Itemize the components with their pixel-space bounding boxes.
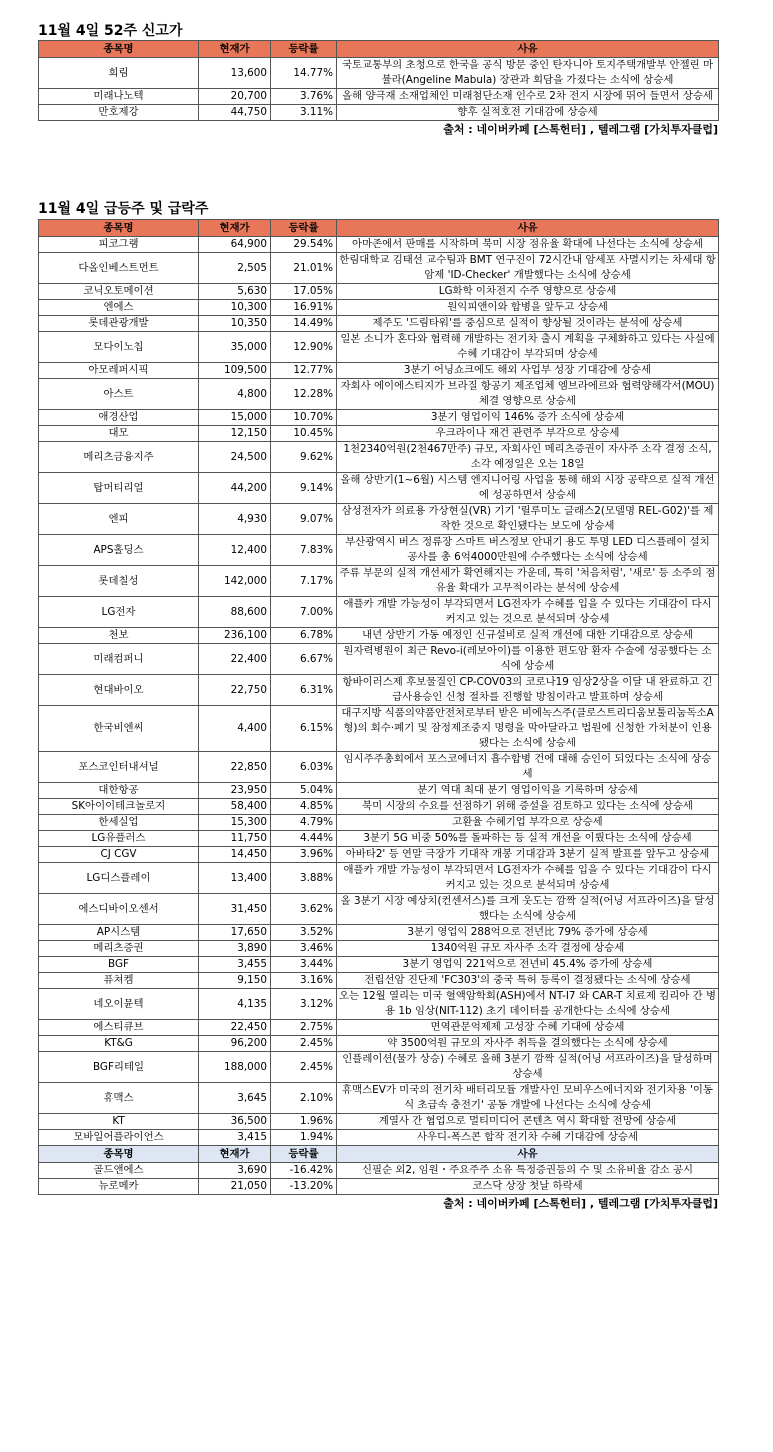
reason-cell: 사우디-폭스콘 합작 전기차 수혜 기대감에 상승세 xyxy=(337,1130,719,1146)
rate-cell: 3.11% xyxy=(271,105,337,121)
reason-cell: 아마존에서 판매를 시작하며 북미 시장 점유율 확대에 나선다는 소식에 상승세 xyxy=(337,237,719,253)
stock-name-cell: 대모 xyxy=(39,426,199,442)
price-cell: 4,400 xyxy=(199,706,271,752)
table-row xyxy=(39,815,719,831)
stock-name-cell: 미래컴퍼니 xyxy=(39,644,199,675)
reason-cell: 고환율 수혜기업 부각으로 상승세 xyxy=(337,815,719,831)
rate-cell: -13.20% xyxy=(271,1179,337,1195)
table-row xyxy=(39,58,719,89)
rate-cell: 12.28% xyxy=(271,379,337,410)
stock-name-cell: 엔피 xyxy=(39,504,199,535)
table-row xyxy=(39,253,719,284)
reason-cell: 3분기 어닝쇼크에도 해외 사업부 성장 기대감에 상승세 xyxy=(337,363,719,379)
table-row xyxy=(39,379,719,410)
price-cell: 22,750 xyxy=(199,675,271,706)
reason-cell: 임시주주총회에서 포스코에너지 흡수합병 건에 대해 승인이 되었다는 소식에 상승세 xyxy=(337,752,719,783)
reason-cell: 3분기 5G 비중 50%를 돌파하는 등 실적 개선을 이뤘다는 소식에 상승세 xyxy=(337,831,719,847)
rate-cell: 5.04% xyxy=(271,783,337,799)
table-row xyxy=(39,535,719,566)
reason-cell: 올해 양극재 소재업체인 미래첨단소재 인수로 2차 전지 시장에 뛰어 들면서 상승세 xyxy=(337,89,719,105)
table-header-row xyxy=(39,41,719,58)
rate-cell: 12.77% xyxy=(271,363,337,379)
rate-cell: 10.70% xyxy=(271,410,337,426)
price-cell: 14,450 xyxy=(199,847,271,863)
stock-name-cell: LG디스플레이 xyxy=(39,863,199,894)
rate-cell: 9.62% xyxy=(271,442,337,473)
reason-cell: 원익피앤이와 합병을 앞두고 상승세 xyxy=(337,300,719,316)
price-cell: 3,455 xyxy=(199,957,271,973)
reason-cell: 올해 상반기(1~6월) 시스템 엔지니어링 사업을 통해 해외 시장 공략으로 실적 개선에 성공하면서 상승세 xyxy=(337,473,719,504)
price-cell: 22,450 xyxy=(199,1020,271,1036)
price-cell: 3,690 xyxy=(199,1163,271,1179)
header-rate: 등락률 xyxy=(271,1146,337,1163)
reason-cell: 약 3500억원 규모의 자사주 취득을 결의했다는 소식에 상승세 xyxy=(337,1036,719,1052)
stock-name-cell: 희림 xyxy=(39,58,199,89)
rate-cell: 7.17% xyxy=(271,566,337,597)
stock-name-cell: 한세실업 xyxy=(39,815,199,831)
rate-cell: 3.12% xyxy=(271,989,337,1020)
reason-cell: 부산광역시 버스 정류장 스마트 버스정보 안내기 용도 투명 LED 디스플레이 설치 공사를 총 6억4000만원에 수주했다는 소식에 상승세 xyxy=(337,535,719,566)
section-title-52week-high: 11월 4일 52주 신고가 xyxy=(38,23,183,39)
table-body-losers xyxy=(39,1163,719,1195)
price-cell: 58,400 xyxy=(199,799,271,815)
stock-name-cell: 미래나노텍 xyxy=(39,89,199,105)
stock-name-cell: 메리츠증권 xyxy=(39,941,199,957)
price-cell: 5,630 xyxy=(199,284,271,300)
rate-cell: 6.15% xyxy=(271,706,337,752)
stock-name-cell: 다올인베스트먼트 xyxy=(39,253,199,284)
table-row xyxy=(39,426,719,442)
table-row xyxy=(39,863,719,894)
reason-cell: 3분기 영업이익 146% 증가 소식에 상승세 xyxy=(337,410,719,426)
table-row xyxy=(39,504,719,535)
price-cell: 35,000 xyxy=(199,332,271,363)
rate-cell: 3.46% xyxy=(271,941,337,957)
reason-cell: 올 3분기 시장 예상치(컨센서스)를 크게 웃도는 깜짝 실적(어닝 서프라이즈)을 달성했다는 소식에 상승세 xyxy=(337,894,719,925)
price-cell: 96,200 xyxy=(199,1036,271,1052)
rate-cell: 3.62% xyxy=(271,894,337,925)
table-52week-high xyxy=(38,40,719,121)
reason-cell: 일본 소니가 혼다와 협력해 개발하는 전기차 출시 계획을 구체화하고 있다는 사실에 수혜 기대감이 부각되며 상승세 xyxy=(337,332,719,363)
table-row xyxy=(39,1052,719,1083)
reason-cell: 계열사 간 협업으로 멀티미디어 콘텐츠 역시 확대할 전망에 상승세 xyxy=(337,1114,719,1130)
stock-name-cell: CJ CGV xyxy=(39,847,199,863)
price-cell: 11,750 xyxy=(199,831,271,847)
reason-cell: 향후 실적호전 기대감에 상승세 xyxy=(337,105,719,121)
reason-cell: 국토교통부의 초청으로 한국을 공식 방문 중인 탄자니아 토지주택개발부 안젤린 마뷸라(Angeline Mabula) 장관과 회담을 가졌다는 소식에 상승세 xyxy=(337,58,719,89)
stock-name-cell: 아모레퍼시픽 xyxy=(39,363,199,379)
table-row xyxy=(39,1163,719,1179)
reason-cell: 1천2340억원(2천467만주) 규모, 자회사인 메리츠증권이 자사주 소각 결정 소식, 소각 예정일은 오는 18일 xyxy=(337,442,719,473)
rate-cell: 6.67% xyxy=(271,644,337,675)
reason-cell: 항바이러스제 후보물질인 CP-COV03의 코로나19 임상2상을 이달 내 완료하고 긴급사용승인 신청 절차를 진행할 방침이라고 발표하며 상승세 xyxy=(337,675,719,706)
table-body xyxy=(39,58,719,121)
stock-name-cell: SK아이이테크놀로지 xyxy=(39,799,199,815)
price-cell: 109,500 xyxy=(199,363,271,379)
stock-name-cell: 롯데관광개발 xyxy=(39,316,199,332)
rate-cell: 2.10% xyxy=(271,1083,337,1114)
stock-name-cell: 골드앤에스 xyxy=(39,1163,199,1179)
rate-cell: 17.05% xyxy=(271,284,337,300)
price-cell: 188,000 xyxy=(199,1052,271,1083)
header-rate: 등락률 xyxy=(271,41,337,58)
price-cell: 12,150 xyxy=(199,426,271,442)
reason-cell: 우크라이나 재건 관련주 부각으로 상승세 xyxy=(337,426,719,442)
price-cell: 44,750 xyxy=(199,105,271,121)
reason-cell: 애플카 개발 가능성이 부각되면서 LG전자가 수혜를 입을 수 있다는 기대감이 다시 커지고 있는 것으로 분석되며 상승세 xyxy=(337,597,719,628)
table-row xyxy=(39,1036,719,1052)
table-row xyxy=(39,973,719,989)
table-row xyxy=(39,1130,719,1146)
reason-cell: 1340억원 규모 자사주 소각 결정에 상승세 xyxy=(337,941,719,957)
price-cell: 20,700 xyxy=(199,89,271,105)
reason-cell: 북미 시장의 수요를 선점하기 위해 증설을 검토하고 있다는 소식에 상승세 xyxy=(337,799,719,815)
reason-cell: 휴맥스EV가 미국의 전기차 배터리모듈 개발사인 모비우스에너지와 전기차용 '이동식 초급속 충전기' 공동 개발에 나선다는 소식에 상승세 xyxy=(337,1083,719,1114)
table-row xyxy=(39,105,719,121)
price-cell: 142,000 xyxy=(199,566,271,597)
stock-name-cell: 한국비엔씨 xyxy=(39,706,199,752)
rate-cell: 2.75% xyxy=(271,1020,337,1036)
header-price: 현재가 xyxy=(199,220,271,237)
stock-name-cell: 천보 xyxy=(39,628,199,644)
rate-cell: 3.76% xyxy=(271,89,337,105)
table-subheader-losers xyxy=(39,1146,719,1163)
table-row xyxy=(39,363,719,379)
table-row xyxy=(39,675,719,706)
stock-name-cell: APS홀딩스 xyxy=(39,535,199,566)
stock-name-cell: 모바일어플라이언스 xyxy=(39,1130,199,1146)
stock-name-cell: 네오이뮨텍 xyxy=(39,989,199,1020)
reason-cell: 원자력병원이 최근 Revo-i(레보아이)를 이용한 편도암 환자 수술에 성공했다는 소식에 상승세 xyxy=(337,644,719,675)
price-cell: 23,950 xyxy=(199,783,271,799)
price-cell: 44,200 xyxy=(199,473,271,504)
reason-cell: 코스닥 상장 첫날 하락세 xyxy=(337,1179,719,1195)
reason-cell: 전립선암 진단제 'FC303'의 중국 특허 등록이 결정됐다는 소식에 상승세 xyxy=(337,973,719,989)
rate-cell: 2.45% xyxy=(271,1036,337,1052)
stock-name-cell: LG전자 xyxy=(39,597,199,628)
stock-name-cell: KT&G xyxy=(39,1036,199,1052)
reason-cell: 삼성전자가 의료용 가상현실(VR) 기기 '릴루미노 글래스2(모델명 REL-G02)'를 제작한 것으로 확인됐다는 보도에 상승세 xyxy=(337,504,719,535)
rate-cell: 6.31% xyxy=(271,675,337,706)
price-cell: 13,600 xyxy=(199,58,271,89)
header-reason: 사유 xyxy=(337,220,719,237)
price-cell: 10,300 xyxy=(199,300,271,316)
rate-cell: 4.44% xyxy=(271,831,337,847)
table-row xyxy=(39,316,719,332)
stock-name-cell: 퓨쳐켐 xyxy=(39,973,199,989)
rate-cell: 7.83% xyxy=(271,535,337,566)
reason-cell: 신필순 외2, 임원・주요주주 소유 특정증권등의 수 및 소유비율 감소 공시 xyxy=(337,1163,719,1179)
reason-cell: 오는 12월 열리는 미국 혈액암학회(ASH)에서 NT-I7 와 CAR-T 치료제 킴리아 간 병용 1b 임상(NIT-112) 초기 데이터를 공개한다는 소식에 상승세 xyxy=(337,989,719,1020)
rate-cell: 9.14% xyxy=(271,473,337,504)
reason-cell: 3분기 영업익 288억으로 전년比 79% 증가에 상승세 xyxy=(337,925,719,941)
rate-cell: 3.52% xyxy=(271,925,337,941)
table-row xyxy=(39,831,719,847)
rate-cell: 21.01% xyxy=(271,253,337,284)
stock-name-cell: 에스디바이오센서 xyxy=(39,894,199,925)
stock-name-cell: 대한항공 xyxy=(39,783,199,799)
stock-name-cell: 아스트 xyxy=(39,379,199,410)
rate-cell: 7.00% xyxy=(271,597,337,628)
price-cell: 3,645 xyxy=(199,1083,271,1114)
rate-cell: 3.16% xyxy=(271,973,337,989)
reason-cell: 자회사 에이에스티지가 브라질 항공기 제조업체 엠브라에르와 협력양해각서(MOU)체결 영향으로 상승세 xyxy=(337,379,719,410)
header-price: 현재가 xyxy=(199,1146,271,1163)
table-row xyxy=(39,300,719,316)
reason-cell: 3분기 영업익 221억으로 전년비 45.4% 증가에 상승세 xyxy=(337,957,719,973)
rate-cell: 6.03% xyxy=(271,752,337,783)
table-row xyxy=(39,706,719,752)
header-name: 종목명 xyxy=(39,1146,199,1163)
table-row xyxy=(39,894,719,925)
stock-name-cell: BGF xyxy=(39,957,199,973)
table-row xyxy=(39,1020,719,1036)
reason-cell: 한림대학교 김태선 교수팀과 BMT 연구진이 72시간내 암세포 사멸시키는 차세대 항암제 'ID-Checker' 개발했다는 소식에 상승세 xyxy=(337,253,719,284)
stock-name-cell: 현대바이오 xyxy=(39,675,199,706)
rate-cell: 14.77% xyxy=(271,58,337,89)
price-cell: 10,350 xyxy=(199,316,271,332)
stock-name-cell: AP시스템 xyxy=(39,925,199,941)
price-cell: 4,800 xyxy=(199,379,271,410)
stock-name-cell: 코닉오토메이션 xyxy=(39,284,199,300)
reason-cell: LG화학 이차전지 수주 영향으로 상승세 xyxy=(337,284,719,300)
stock-name-cell: 엔에스 xyxy=(39,300,199,316)
stock-name-cell: 에스티큐브 xyxy=(39,1020,199,1036)
stock-name-cell: BGF리테일 xyxy=(39,1052,199,1083)
header-rate: 등락률 xyxy=(271,220,337,237)
table-row xyxy=(39,847,719,863)
rate-cell: 6.78% xyxy=(271,628,337,644)
stock-name-cell: 모다이노칩 xyxy=(39,332,199,363)
header-name: 종목명 xyxy=(39,41,199,58)
table-header-row xyxy=(39,220,719,237)
reason-cell: 주류 부문의 실적 개선세가 확연해지는 가운데, 특히 '처음처럼', '새로' 등 소주의 점유율 확대가 고무적이라는 분석에 상승세 xyxy=(337,566,719,597)
table-row xyxy=(39,332,719,363)
table-row xyxy=(39,1114,719,1130)
rate-cell: 3.44% xyxy=(271,957,337,973)
table-row xyxy=(39,941,719,957)
stock-name-cell: 메리츠금융지주 xyxy=(39,442,199,473)
table-row xyxy=(39,473,719,504)
reason-cell: 대구지방 식품의약품안전처로부터 받은 비에녹스주(클로스트리디움보툴리눔독소A형)의 회수·폐기 및 잠정제조중지 명령을 막아달라고 법원에 신청한 가처분이 인용됐다는 소식에 상승세 xyxy=(337,706,719,752)
header-name: 종목명 xyxy=(39,220,199,237)
rate-cell: 16.91% xyxy=(271,300,337,316)
table-row xyxy=(39,597,719,628)
table-row xyxy=(39,1179,719,1195)
table-row xyxy=(39,925,719,941)
table-row xyxy=(39,989,719,1020)
header-price: 현재가 xyxy=(199,41,271,58)
price-cell: 17,650 xyxy=(199,925,271,941)
reason-cell: 애플카 개발 가능성이 부각되면서 LG전자가 수혜를 입을 수 있다는 기대감이 다시 커지고 있는 것으로 분석되며 상승세 xyxy=(337,863,719,894)
header-reason: 사유 xyxy=(337,1146,719,1163)
table-header-row xyxy=(39,1146,719,1163)
table-row xyxy=(39,410,719,426)
rate-cell: -16.42% xyxy=(271,1163,337,1179)
price-cell: 15,300 xyxy=(199,815,271,831)
price-cell: 21,050 xyxy=(199,1179,271,1195)
price-cell: 31,450 xyxy=(199,894,271,925)
stock-name-cell: 만호제강 xyxy=(39,105,199,121)
table-row xyxy=(39,442,719,473)
rate-cell: 3.96% xyxy=(271,847,337,863)
price-cell: 3,415 xyxy=(199,1130,271,1146)
section-title-movers: 11월 4일 급등주 및 급락주 xyxy=(38,201,209,217)
price-cell: 13,400 xyxy=(199,863,271,894)
table-row xyxy=(39,957,719,973)
table-row xyxy=(39,752,719,783)
rate-cell: 4.79% xyxy=(271,815,337,831)
stock-name-cell: 탑머티리얼 xyxy=(39,473,199,504)
table-row xyxy=(39,89,719,105)
table-row xyxy=(39,566,719,597)
reason-cell: 인플레이션(물가 상승) 수혜로 올해 3분기 깜짝 실적(어닝 서프라이즈)을 달성하며 상승세 xyxy=(337,1052,719,1083)
price-cell: 9,150 xyxy=(199,973,271,989)
table-row xyxy=(39,783,719,799)
table-row xyxy=(39,799,719,815)
source-credit: 출처 : 네이버카페 [스톡헌터] , 텔레그램 [가치투자클럽] xyxy=(443,1197,718,1210)
table-row xyxy=(39,1083,719,1114)
rate-cell: 12.90% xyxy=(271,332,337,363)
price-cell: 4,135 xyxy=(199,989,271,1020)
reason-cell: 내년 상반기 가동 예정인 신규설비로 실적 개선에 대한 기대감으로 상승세 xyxy=(337,628,719,644)
table-row xyxy=(39,284,719,300)
price-cell: 24,500 xyxy=(199,442,271,473)
price-cell: 36,500 xyxy=(199,1114,271,1130)
rate-cell: 1.96% xyxy=(271,1114,337,1130)
rate-cell: 3.88% xyxy=(271,863,337,894)
price-cell: 22,400 xyxy=(199,644,271,675)
table-row xyxy=(39,628,719,644)
table-row xyxy=(39,644,719,675)
price-cell: 15,000 xyxy=(199,410,271,426)
price-cell: 3,890 xyxy=(199,941,271,957)
stock-name-cell: 롯데칠성 xyxy=(39,566,199,597)
stock-name-cell: 포스코인터내셔널 xyxy=(39,752,199,783)
stock-name-cell: 애경산업 xyxy=(39,410,199,426)
stock-name-cell: 휴맥스 xyxy=(39,1083,199,1114)
reason-cell: 아바타2' 등 연말 극장가 기대작 개봉 기대감과 3분기 실적 발표를 앞두고 상승세 xyxy=(337,847,719,863)
stock-name-cell: 뉴로메카 xyxy=(39,1179,199,1195)
price-cell: 64,900 xyxy=(199,237,271,253)
price-cell: 236,100 xyxy=(199,628,271,644)
rate-cell: 9.07% xyxy=(271,504,337,535)
rate-cell: 14.49% xyxy=(271,316,337,332)
stock-name-cell: LG유플러스 xyxy=(39,831,199,847)
rate-cell: 10.45% xyxy=(271,426,337,442)
reason-cell: 제주도 '드림타워'를 중심으로 실적이 향상될 것이라는 분석에 상승세 xyxy=(337,316,719,332)
price-cell: 2,505 xyxy=(199,253,271,284)
rate-cell: 2.45% xyxy=(271,1052,337,1083)
table-body-gainers xyxy=(39,237,719,1146)
price-cell: 88,600 xyxy=(199,597,271,628)
price-cell: 22,850 xyxy=(199,752,271,783)
reason-cell: 면역관문억제제 고성장 수혜 기대에 상승세 xyxy=(337,1020,719,1036)
stock-name-cell: 피코그램 xyxy=(39,237,199,253)
reason-cell: 분기 역대 최대 분기 영업이익을 기록하며 상승세 xyxy=(337,783,719,799)
price-cell: 4,930 xyxy=(199,504,271,535)
price-cell: 12,400 xyxy=(199,535,271,566)
rate-cell: 29.54% xyxy=(271,237,337,253)
source-credit: 출처 : 네이버카페 [스톡헌터] , 텔레그램 [가치투자클럽] xyxy=(443,123,718,136)
stock-name-cell: KT xyxy=(39,1114,199,1130)
rate-cell: 1.94% xyxy=(271,1130,337,1146)
table-row xyxy=(39,237,719,253)
header-reason: 사유 xyxy=(337,41,719,58)
table-movers xyxy=(38,219,719,1195)
rate-cell: 4.85% xyxy=(271,799,337,815)
